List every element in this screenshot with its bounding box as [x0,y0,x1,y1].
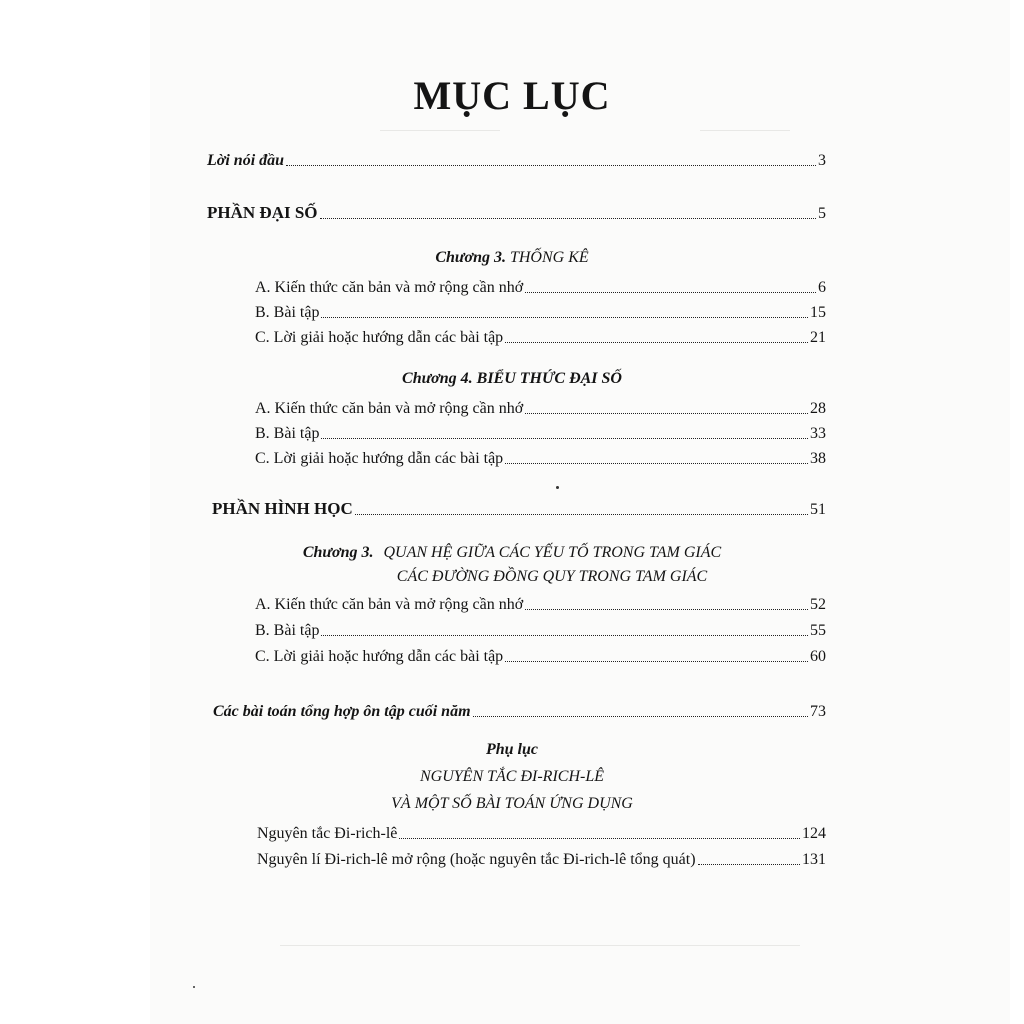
toc-entry [255,648,826,666]
chapter-heading [0,249,1024,267]
chapter-prefix: Chương 4. [402,370,473,387]
toc-page-number: 33 [810,425,826,442]
scan-artifact [280,945,800,946]
leader-dots [320,218,816,219]
toc-entry-label: Nguyên lí Đi-rich-lê mở rộng (hoặc nguyên tắc Đi-rich-lê tổng quát) [257,851,696,868]
toc-page-number: 6 [818,279,826,296]
toc-entry-label: C. Lời giải hoặc hướng dẫn các bài tập [255,450,504,467]
toc-page-number: 21 [810,329,826,346]
toc-page-number: 28 [810,400,826,417]
toc-page-number: 131 [802,851,826,868]
chapter-prefix: Chương 3. [302,544,374,561]
chapter-title: QUAN HỆ GIỮA CÁC YẾU TỐ TRONG TAM GIÁC [383,544,722,561]
scan-artifact [380,130,500,131]
leader-dots [525,413,808,414]
chapter-title: BIỂU THỨC ĐẠI SỐ [476,370,622,387]
toc-entry-label: B. Bài tập [255,304,320,321]
leader-dots [399,838,800,839]
chapter-heading [0,544,1024,562]
toc-entry [255,596,826,614]
leader-dots [321,317,808,318]
scan-speck [556,486,559,489]
chapter-title-line2: CÁC ĐƯỜNG ĐỒNG QUY TRONG TAM GIÁC [396,568,708,585]
toc-entry-review [213,703,826,721]
toc-entry-label: C. Lời giải hoặc hướng dẫn các bài tập [255,648,504,665]
page-title: MỤC LỤC [413,73,611,118]
toc-entry [257,851,826,869]
leader-dots [505,661,808,662]
toc-entry-label: A. Kiến thức căn bản và mở rộng cần nhớ [255,279,524,296]
toc-page-number: 60 [810,648,826,665]
toc-entry [255,622,826,640]
toc-entry [257,825,826,843]
leader-dots [698,864,800,865]
appendix-label: Phụ lục [485,741,538,758]
toc-entry-label: B. Bài tập [255,622,320,639]
toc-entry-label: Nguyên tắc Đi-rich-lê [257,825,398,842]
toc-entry-label: PHẦN ĐẠI SỐ [207,203,318,222]
scan-artifact [700,130,790,131]
appendix-subtitle: VÀ MỘT SỐ BÀI TOÁN ỨNG DỤNG [391,795,633,812]
toc-entry-algebra [207,203,826,223]
toc-entry-preface [207,152,826,170]
leader-dots [286,165,816,166]
toc-entry-label: A. Kiến thức căn bản và mở rộng cần nhớ [255,596,524,613]
leader-dots [505,342,808,343]
toc-page-number: 55 [810,622,826,639]
toc-page-number: 38 [810,450,826,467]
toc-entry [255,400,826,418]
toc-entry [255,450,826,468]
appendix-title-line1 [0,768,1024,786]
leader-dots [525,609,808,610]
toc-entry-label: C. Lời giải hoặc hướng dẫn các bài tập [255,329,504,346]
toc-page-number: 124 [802,825,826,842]
toc-page-number: 52 [810,596,826,613]
scan-speck [193,986,195,988]
leader-dots [321,635,808,636]
leader-dots [321,438,808,439]
appendix-heading [0,741,1024,759]
toc-entry [255,279,826,297]
toc-entry-label: PHẦN HÌNH HỌC [212,499,353,518]
chapter-heading [0,370,1024,388]
leader-dots [355,514,808,515]
toc-entry [255,304,826,322]
chapter-prefix: Chương 3. [435,249,506,266]
toc-entry-label: Các bài toán tổng hợp ôn tập cuối năm [213,703,471,720]
leader-dots [473,716,808,717]
toc-entry [255,329,826,347]
appendix-title-line2 [0,795,1024,813]
toc-entry-label: A. Kiến thức căn bản và mở rộng cần nhớ [255,400,524,417]
toc-entry-label: B. Bài tập [255,425,320,442]
toc-page-number: 51 [810,501,826,518]
chapter-title: THỐNG KÊ [509,249,589,266]
toc-page-number: 5 [818,205,826,222]
toc-page-number: 3 [818,152,826,169]
toc-page-number: 73 [810,703,826,720]
leader-dots [505,463,808,464]
leader-dots [525,292,816,293]
toc-page-number: 15 [810,304,826,321]
chapter-heading-line2 [0,568,1024,586]
appendix-title: NGUYÊN TẮC ĐI-RICH-LÊ [419,768,604,785]
toc-entry-label: Lời nói đầu [207,152,285,169]
toc-entry [255,425,826,443]
toc-entry-geometry [212,499,826,519]
